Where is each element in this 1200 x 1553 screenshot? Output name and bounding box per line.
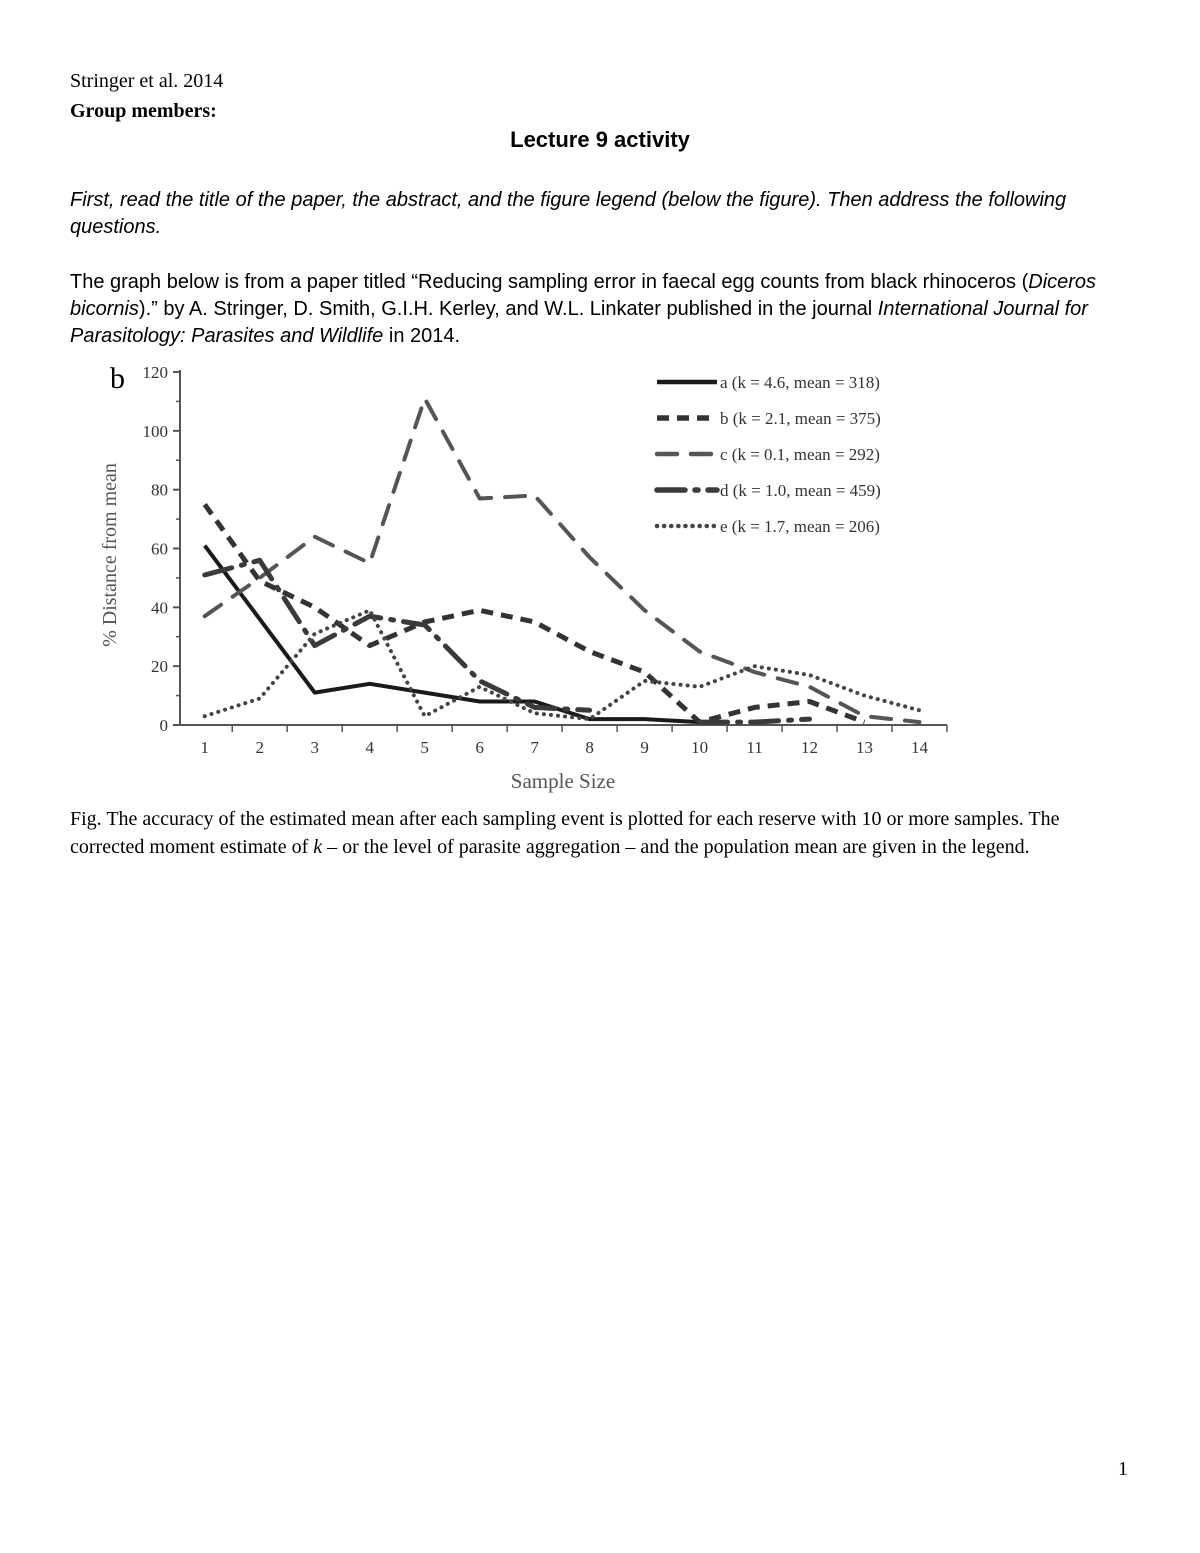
x-tick-label: 1 (200, 738, 209, 757)
x-tick-label: 12 (801, 738, 819, 757)
legend-label: d (k = 1.0, mean = 459) (720, 481, 881, 500)
legend-label: b (k = 2.1, mean = 375) (720, 409, 881, 428)
y-axis-label: % Distance from mean (99, 463, 121, 647)
caption-k: k (313, 836, 323, 858)
intro-part-2: ).” by A. Stringer, D. Smith, G.I.H. Kerley, and W.L. Linkater published in the journal (138, 298, 878, 320)
x-tick-label: 7 (530, 738, 539, 757)
group-members-label: Group members: (70, 100, 217, 122)
reference-line: Stringer et al. 2014 (70, 70, 224, 92)
x-tick-label: 11 (746, 738, 763, 757)
caption-part-2: – or the level of parasite aggregation – and the population mean are given in the legend. (322, 836, 1030, 858)
x-tick-label: 14 (911, 738, 929, 757)
series-line-b (205, 504, 865, 722)
y-tick-label: 20 (151, 657, 168, 677)
caption-part-1: Fig. The accuracy of the estimated mean after each sampling event is plotted for each reserve with 10 or more samples. The corrected moment estimate of (70, 808, 1060, 858)
x-axis-label: Sample Size (510, 769, 616, 793)
x-tick-label: 5 (420, 738, 429, 757)
series-line-a (205, 546, 700, 723)
x-tick-label: 6 (475, 738, 484, 757)
x-tick-label: 4 (365, 738, 374, 757)
x-tick-label: 9 (640, 738, 649, 757)
species-name: Diceros bicornis (70, 271, 1097, 320)
y-tick-label: 100 (142, 421, 168, 441)
legend-label: c (k = 0.1, mean = 292) (720, 445, 880, 464)
line-chart (90, 360, 960, 800)
x-tick-label: 2 (255, 738, 264, 757)
series-line-d (205, 560, 920, 722)
page-number: 1 (1118, 1458, 1128, 1480)
panel-label: b (110, 362, 125, 395)
x-tick-label: 3 (310, 738, 319, 757)
y-tick-label: 60 (151, 539, 168, 559)
page-title: Lecture 9 activity (510, 127, 690, 152)
journal-name: International Journal for Parasitology: Parasites and Wildlife (70, 298, 1088, 347)
legend-label: a (k = 4.6, mean = 318) (720, 373, 880, 392)
intro-paragraph (70, 269, 1140, 350)
x-tick-label: 10 (691, 738, 709, 757)
legend-label: e (k = 1.7, mean = 206) (720, 517, 880, 536)
y-tick-label: 0 (159, 716, 168, 735)
intro-part-3: in 2014. (383, 325, 461, 347)
intro-part-1: The graph below is from a paper titled “Reducing sampling error in faecal egg counts from black rhinoceros ( (70, 271, 1029, 293)
x-tick-label: 8 (585, 738, 594, 757)
x-tick-label: 13 (856, 738, 874, 757)
y-tick-label: 120 (142, 363, 168, 382)
y-tick-label: 80 (151, 480, 168, 500)
y-tick-label: 40 (151, 598, 168, 618)
figure-caption (70, 805, 1130, 861)
instructions: First, read the title of the paper, the abstract, and the figure legend (below the figure). Then address the following questions. (70, 189, 1067, 238)
